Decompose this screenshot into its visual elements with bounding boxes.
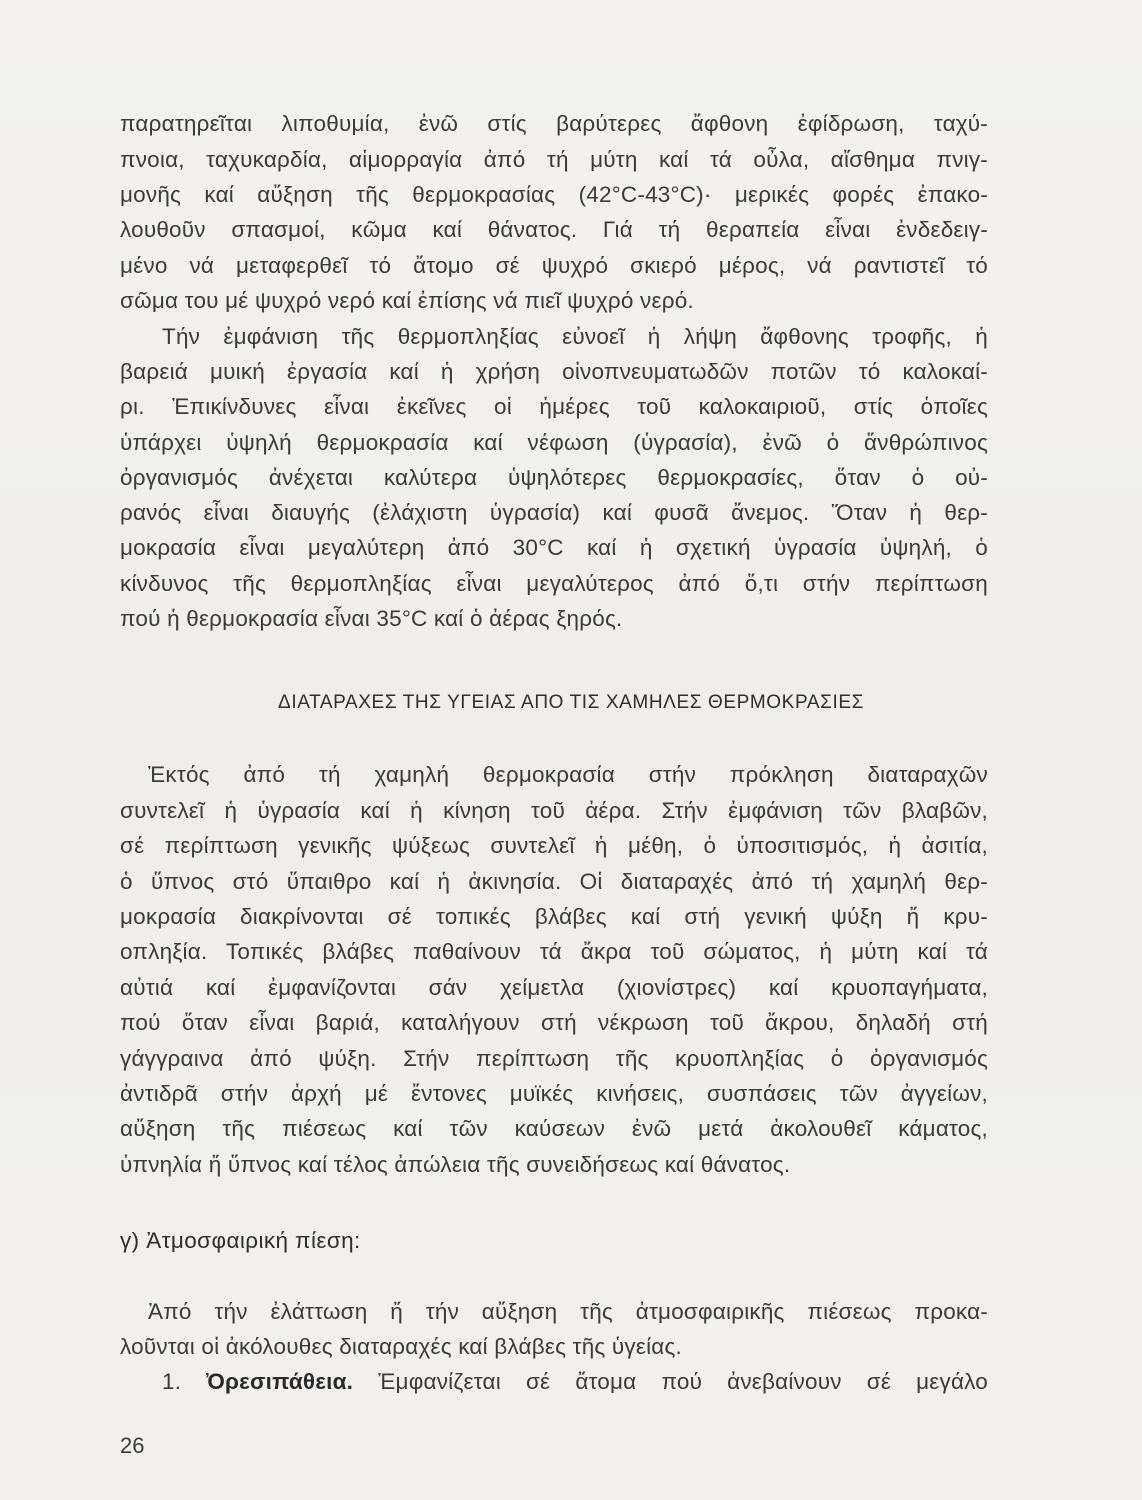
paragraph-2-line-2: βαρειά μυική ἐργασία καί ἡ χρήση οἰνοπνευματωδῶν ποτῶν τό καλοκαί- — [120, 359, 988, 384]
paragraph-3-line-4: ὁ ὕπνος στό ὕπαιθρο καί ἡ ἀκινησία. Οἱ διαταραχές ἀπό τή χαμηλή θερ- — [120, 869, 988, 894]
list-item-1 — [162, 1367, 988, 1397]
paragraph-2-line-6: ρανός εἶναι διαυγής (ἐλάχιστη ὑγρασία) καί φυσᾶ ἄνεμος. Ὅταν ἡ θερ- — [120, 500, 988, 525]
paragraph-1-line-2: πνοια, ταχυκαρδία, αἱμορραγία ἀπό τή μύτη καί τά οὖλα, αἴσθημα πνιγ- — [120, 147, 988, 172]
paragraph-3-line-6: οπληξία. Τοπικές βλάβες παθαίνουν τά ἄκρα τοῦ σώματος, ἡ μύτη καί τά — [120, 939, 988, 964]
paragraph-4-line-1: Ἀπό τήν ἐλάττωση ἤ τήν αὔξηση τῆς ἀτμοσφαιρικῆς πιέσεως προκα- — [148, 1299, 988, 1324]
paragraph-3-line-9: γάγγραινα ἀπό ψύξη. Στήν περίπτωση τῆς κρυοπληξίας ὁ ὀργανισμός — [120, 1046, 988, 1071]
paragraph-1-line-4: λουθοῦν σπασμοί, κῶμα καί θάνατος. Γιά τή θεραπεία εἶναι ἐνδεδειγ- — [120, 217, 988, 242]
paragraph-1-line-6: σῶμα του μέ ψυχρό νερό καί ἐπίσης νά πιεῖ ψυχρό νερό. — [120, 288, 694, 313]
paragraph-2-line-7: μοκρασία εἶναι μεγαλύτερη ἀπό 30°C καί ἡ σχετική ὑγρασία ὑψηλή, ὁ — [120, 535, 988, 560]
paragraph-3-line-2: συντελεῖ ἡ ὑγρασία καί ἡ κίνηση τοῦ ἀέρα. Στήν ἐμφάνιση τῶν βλαβῶν, — [120, 798, 988, 823]
paragraph-3-line-11: αὔξηση τῆς πιέσεως καί τῶν καύσεων ἐνῶ μετά ἀκολουθεῖ κάματος, — [120, 1116, 988, 1141]
section-heading: ΔΙΑΤΑΡΑΧΕΣ ΤΗΣ ΥΓΕΙΑΣ ΑΠΟ ΤΙΣ ΧΑΜΗΛΕΣ ΘΕΡΜΟΚΡΑΣΙΕΣ — [278, 692, 864, 713]
paragraph-2-line-4: ὑπάρχει ὑψηλή θερμοκρασία καί νέφωση (ὑγρασία), ἐνῶ ὁ ἄνθρώπινος — [120, 430, 988, 455]
paragraph-2-line-1: Τήν ἐμφάνιση τῆς θερμοπληξίας εὐνοεῖ ἡ λήψη ἄφθονης τροφῆς, ἡ — [162, 324, 988, 349]
paragraph-3-line-10: ἀντιδρᾶ στήν ἀρχή μέ ἔντονες μυϊκές κινήσεις, συσπάσεις τῶν ἀγγείων, — [120, 1081, 988, 1106]
list-item-text: Ἐμφανίζεται σέ ἄτομα πού ἀνεβαίνουν σέ μεγάλο — [378, 1369, 988, 1394]
list-item-number: 1. — [162, 1369, 182, 1394]
paragraph-2-line-8: κίνδυνος τῆς θερμοπληξίας εἶναι μεγαλύτερος ἀπό ὅ,τι στήν περίπτωση — [120, 571, 988, 596]
paragraph-3-line-8: πού ὅταν εἶναι βαριά, καταλήγουν στή νέκρωση τοῦ ἄκρου, δηλαδή στή — [120, 1010, 988, 1035]
paragraph-2-line-5: ὀργανισμός ἀνέχεται καλύτερα ὑψηλότερες θερμοκρασίες, ὅταν ὁ οὐ- — [120, 465, 988, 490]
subsection-heading: γ) Ἀτμοσφαιρική πίεση: — [120, 1228, 361, 1253]
paragraph-4-line-2: λοῦνται οἱ ἀκόλουθες διαταραχές καί βλάβες τῆς ὑγείας. — [120, 1334, 682, 1359]
paragraph-2-line-3: ρι. Ἐπικίνδυνες εἶναι ἐκεῖνες οἱ ἡμέρες τοῦ καλοκαιριοῦ, στίς ὁποῖες — [120, 394, 988, 419]
paragraph-2-line-9: πού ἡ θερμοκρασία εἶναι 35°C καί ὁ ἀέρας ξηρός. — [120, 606, 623, 631]
paragraph-3-line-12: ὑπνηλία ἤ ὕπνος καί τέλος ἀπώλεια τῆς συνειδήσεως καί θάνατος. — [120, 1152, 791, 1177]
paragraph-1-line-1: παρατηρεῖται λιποθυμία, ἐνῶ στίς βαρύτερες ἄφθονη ἐφίδρωση, ταχύ- — [120, 111, 988, 136]
paragraph-1-line-5: μένο νά μεταφερθεῖ τό ἄτομο σέ ψυχρό σκιερό μέρος, νά ραντιστεῖ τό — [120, 253, 988, 278]
paragraph-3-line-5: μοκρασία διακρίνονται σέ τοπικές βλάβες καί στή γενική ψύξη ἤ κρυ- — [120, 904, 988, 929]
paragraph-3-line-3: σέ περίπτωση γενικῆς ψύξεως συντελεῖ ἡ μέθη, ὁ ὑποσιτισμός, ἡ ἀσιτία, — [120, 833, 988, 858]
paragraph-3-line-1: Ἐκτός ἀπό τή χαμηλή θερμοκρασία στήν πρόκληση διαταραχῶν — [148, 762, 988, 787]
paragraph-1-line-3: μονῆς καί αὔξηση τῆς θερμοκρασίας (42°C-43°C)· μερικές φορές ἐπακο- — [120, 182, 988, 207]
paragraph-3-line-7: αὐτιά καί ἐμφανίζονται σάν χείμετλα (χιονίστρες) καί κρυοπαγήματα, — [120, 975, 988, 1000]
list-item-term: Ὀρεσιπάθεια. — [206, 1369, 354, 1394]
page-number: 26 — [120, 1433, 145, 1458]
